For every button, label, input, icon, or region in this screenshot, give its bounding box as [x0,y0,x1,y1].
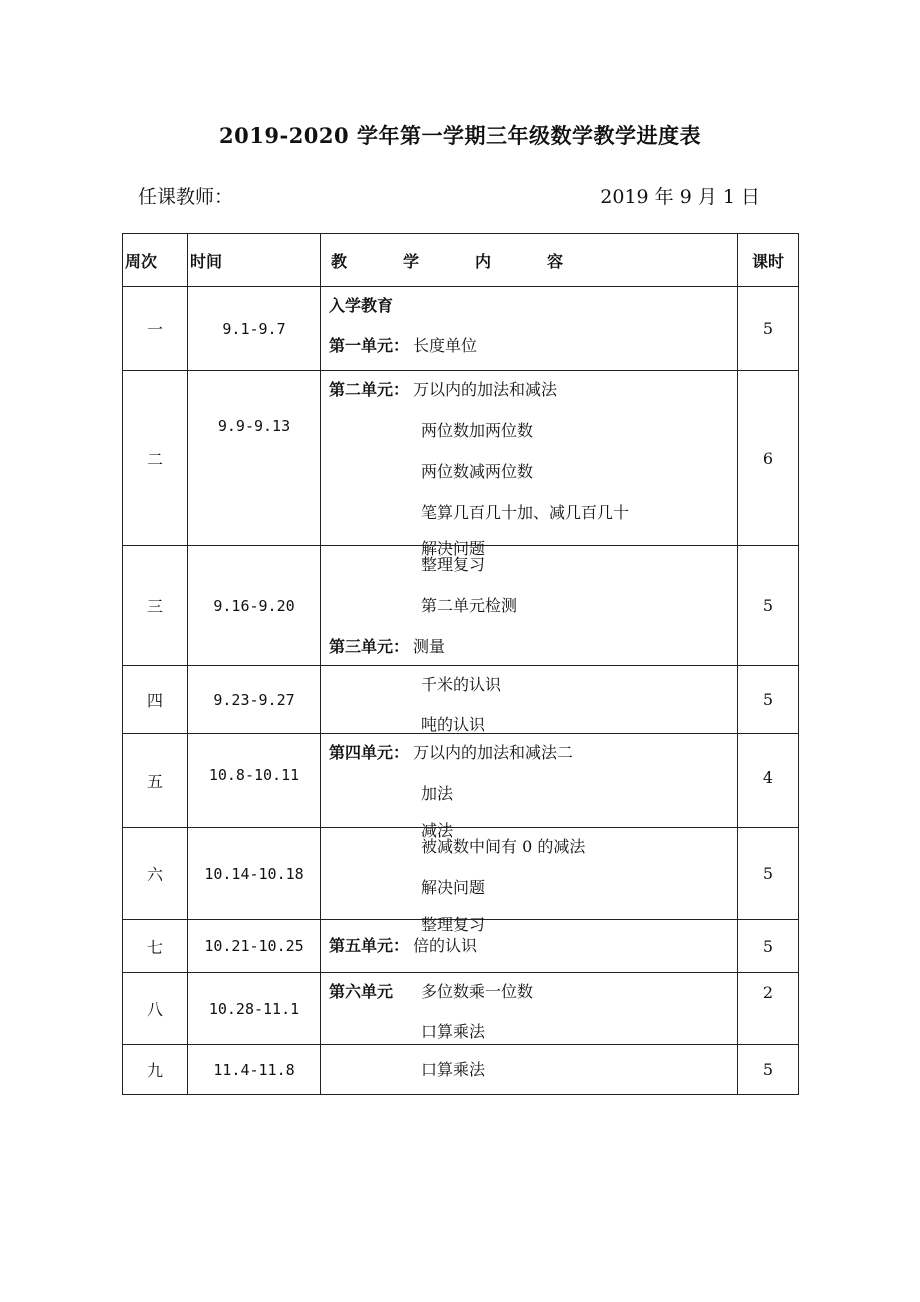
time-cell: 10.28-11.1 [188,973,321,1045]
content-item: 减法 [421,821,454,840]
time-cell: 9.23-9.27 [188,666,321,734]
time-cell: 9.9-9.13 [188,371,321,546]
table-row [123,666,799,734]
header-time: 时间 [188,234,321,287]
hours-cell: 2 [738,973,799,1045]
unit-label: 第六单元 [329,982,394,1001]
schedule-table [122,233,799,1095]
content-item: 被减数中间有 0 的减法 [421,837,586,856]
content-cell [321,287,738,371]
unit-label: 第二单元： [329,380,410,399]
content-cell [321,734,738,840]
unit-label: 第一单元： [329,336,410,355]
content-item: 整理复习 [421,555,486,574]
content-item: 解决问题 [421,878,486,897]
content-cell [321,666,738,734]
time-cell: 10.14-10.18 [188,828,321,920]
content-cell [321,546,738,666]
content-cell [321,828,738,934]
header-content-char-1: 教 [331,251,348,271]
time-cell: 9.16-9.20 [188,546,321,666]
content-item: 第二单元检测 [421,596,518,615]
document-date: 2019 年 9 月 1 日 [600,186,760,208]
week-cell: 七 [123,920,188,973]
week-cell: 五 [123,734,188,828]
unit-label: 第三单元： [329,637,410,656]
header-content-char-3: 内 [475,251,492,271]
content-item: 倍的认识 [413,936,478,955]
teacher-label: 任课教师： [138,186,234,208]
table-row [123,828,799,920]
content-item: 多位数乘一位数 [421,982,534,1001]
time-cell: 10.8-10.11 [188,734,321,828]
content-cell [321,371,738,558]
content-cell [321,1045,738,1095]
week-cell: 九 [123,1045,188,1095]
content-item: 两位数加两位数 [421,421,534,440]
content-item: 解决问题 [421,539,486,558]
content-cell [321,920,738,973]
unit-label: 第五单元： [329,936,410,955]
content-item: 长度单位 [413,336,478,355]
unit-label: 入学教育 [329,296,394,315]
content-item: 加法 [421,784,454,803]
content-item: 笔算几百几十加、减几百几十 [421,503,630,522]
table-row [123,734,799,828]
hours-cell: 5 [738,287,799,371]
header-hours: 课时 [738,234,799,287]
header-content [321,234,738,287]
content-item: 千米的认识 [421,675,502,694]
table-row [123,546,799,666]
table-row [123,920,799,973]
header-week: 周次 [123,234,188,287]
table-row [123,1045,799,1095]
table-header-row [123,234,799,287]
week-cell: 八 [123,973,188,1045]
content-item: 整理复习 [421,915,486,934]
table-row [123,973,799,1045]
header-content-char-4: 容 [547,251,564,271]
hours-cell: 5 [738,920,799,973]
table-row [123,371,799,546]
hours-cell: 5 [738,546,799,666]
week-cell: 四 [123,666,188,734]
hours-cell: 5 [738,1045,799,1095]
document-title: 2019-2020 学年第一学期三年级数学教学进度表 [219,123,701,148]
content-item: 口算乘法 [421,1022,486,1041]
content-item: 测量 [413,637,446,656]
hours-cell: 5 [738,828,799,920]
time-cell: 11.4-11.8 [188,1045,321,1095]
hours-cell: 6 [738,371,799,546]
content-item: 两位数减两位数 [421,462,534,481]
content-item: 吨的认识 [421,715,486,734]
week-cell: 三 [123,546,188,666]
time-cell: 10.21-10.25 [188,920,321,973]
week-cell: 一 [123,287,188,371]
table-row [123,287,799,371]
header-content-char-2: 学 [403,251,420,271]
content-item: 万以内的加法和减法二 [413,743,574,762]
content-cell [321,973,738,1045]
week-cell: 六 [123,828,188,920]
content-item: 口算乘法 [421,1060,486,1079]
hours-cell: 4 [738,734,799,828]
hours-cell: 5 [738,666,799,734]
unit-label: 第四单元： [329,743,410,762]
time-cell: 9.1-9.7 [188,287,321,371]
content-item: 万以内的加法和减法 [413,380,558,399]
week-cell: 二 [123,371,188,546]
